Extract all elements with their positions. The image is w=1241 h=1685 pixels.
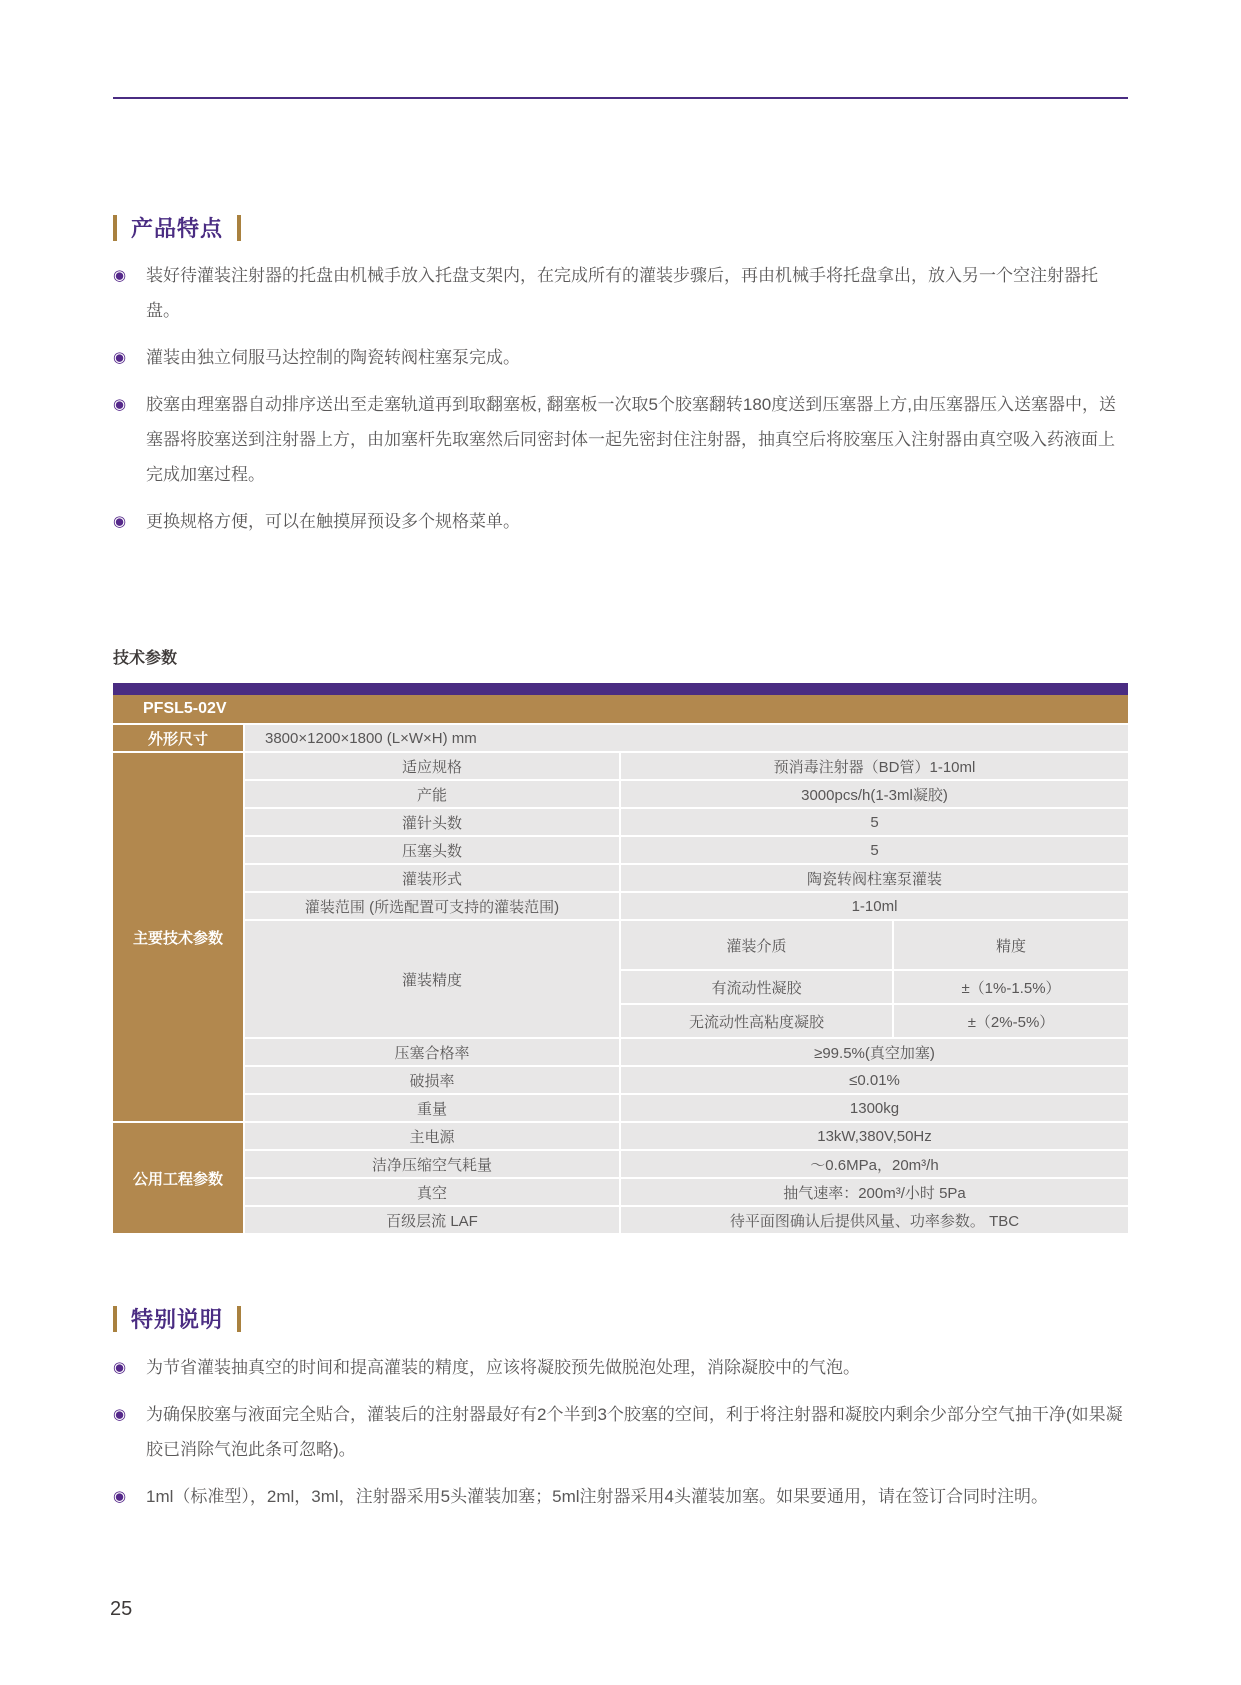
param-label-cell: 洁净压缩空气耗量 <box>245 1151 619 1177</box>
param-value-cell: 待平面图确认后提供风量、功率参数。 TBC <box>621 1207 1128 1233</box>
dimension-label-cell: 外形尺寸 <box>113 725 243 751</box>
list-item <box>113 258 1131 328</box>
tech-params-heading: 技术参数 <box>113 650 178 667</box>
features-bullet-list <box>113 258 1131 551</box>
param-label-cell: 灌装范围 (所选配置可支持的灌装范围) <box>245 893 619 919</box>
precision-accuracy-cell: ±（1%-1.5%） <box>894 971 1128 1003</box>
precision-accuracy-header-cell: 精度 <box>894 921 1128 969</box>
param-label-cell: 破损率 <box>245 1067 619 1093</box>
param-label-cell: 灌装形式 <box>245 865 619 891</box>
model-name-cell: PFSL5-02V <box>113 695 1128 723</box>
param-label-cell: 重量 <box>245 1095 619 1121</box>
param-value-cell: 预消毒注射器（BD管）1-10ml <box>621 753 1128 779</box>
dimension-value-cell: 3800×1200×1800 (L×W×H) mm <box>245 725 1128 751</box>
utility-params-group-cell: 公用工程参数 <box>113 1123 243 1233</box>
param-value-cell: ～0.6MPa，20m³/h <box>621 1151 1128 1177</box>
features-section-title <box>113 212 241 243</box>
precision-label-cell: 灌装精度 <box>245 921 619 1037</box>
features-title-text: 产品特点 <box>131 216 224 241</box>
param-label-cell: 灌针头数 <box>245 809 619 835</box>
note-bullet-text: 1ml（标准型），2ml，3ml，注射器采用5头灌装加塞；5ml注射器采用4头灌装加塞。如果要通用，请在签订合同时注明。 <box>146 1487 1048 1506</box>
param-value-cell: 5 <box>621 809 1128 835</box>
list-item <box>113 340 1131 375</box>
notes-bullet-list <box>113 1350 1131 1526</box>
list-item <box>113 387 1131 492</box>
bullet-icon: ◉ <box>113 1488 127 1505</box>
precision-medium-cell: 无流动性高粘度凝胶 <box>621 1005 892 1037</box>
feature-bullet-text: 装好待灌装注射器的托盘由机械手放入托盘支架内，在完成所有的灌装步骤后，再由机械手将托盘拿出，放入另一个空注射器托盘。 <box>146 266 1098 320</box>
spec-table <box>113 683 1128 1233</box>
bullet-icon: ◉ <box>113 1359 127 1376</box>
title-bar-left <box>113 215 117 241</box>
param-value-cell: 5 <box>621 837 1128 863</box>
title-bar-right <box>237 1306 241 1332</box>
param-label-cell: 真空 <box>245 1179 619 1205</box>
precision-media-header-cell: 灌装介质 <box>621 921 892 969</box>
page-number: 25 <box>110 1598 133 1620</box>
note-bullet-text: 为节省灌装抽真空的时间和提高灌装的精度，应该将凝胶预先做脱泡处理，消除凝胶中的气泡。 <box>146 1358 860 1377</box>
feature-bullet-text: 更换规格方便，可以在触摸屏预设多个规格菜单。 <box>146 512 520 531</box>
param-value-cell: 13kW,380V,50Hz <box>621 1123 1128 1149</box>
param-value-cell: 1-10ml <box>621 893 1128 919</box>
precision-medium-cell: 有流动性凝胶 <box>621 971 892 1003</box>
param-value-cell: ≤0.01% <box>621 1067 1128 1093</box>
param-label-cell: 主电源 <box>245 1123 619 1149</box>
spec-grid <box>113 695 1128 1233</box>
param-value-cell: 1300kg <box>621 1095 1128 1121</box>
bullet-icon: ◉ <box>113 349 127 366</box>
notes-title-text: 特别说明 <box>131 1307 224 1332</box>
notes-section-title <box>113 1303 241 1334</box>
param-value-cell: 陶瓷转阀柱塞泵灌装 <box>621 865 1128 891</box>
list-item <box>113 1479 1131 1514</box>
bullet-icon: ◉ <box>113 396 127 413</box>
bullet-icon: ◉ <box>113 267 127 284</box>
param-label-cell: 产能 <box>245 781 619 807</box>
precision-accuracy-cell: ±（2%-5%） <box>894 1005 1128 1037</box>
param-label-cell: 百级层流 LAF <box>245 1207 619 1233</box>
param-label-cell: 压塞合格率 <box>245 1039 619 1065</box>
title-bar-left <box>113 1306 117 1332</box>
note-bullet-text: 为确保胶塞与液面完全贴合，灌装后的注射器最好有2个半到3个胶塞的空间，利于将注射器和凝胶内剩余少部分空气抽干净(如果凝胶已消除气泡此条可忽略)。 <box>146 1405 1123 1459</box>
feature-bullet-text: 胶塞由理塞器自动排序送出至走塞轨道再到取翻塞板, 翻塞板一次取5个胶塞翻转180度送到压塞器上方,由压塞器压入送塞器中，送塞器将胶塞送到注射器上方，由加塞杆先取塞然后同密封体一起先密封住注射器，抽真空后将胶塞压入注射器由真空吸入药液面上完成加塞过程。 <box>146 395 1116 484</box>
list-item <box>113 504 1131 539</box>
title-bar-right <box>237 215 241 241</box>
bullet-icon: ◉ <box>113 513 127 530</box>
table-accent-bar <box>113 683 1128 695</box>
list-item <box>113 1397 1131 1467</box>
param-label-cell: 压塞头数 <box>245 837 619 863</box>
bullet-icon: ◉ <box>113 1406 127 1423</box>
main-params-group-cell: 主要技术参数 <box>113 753 243 1121</box>
page-top-divider <box>113 97 1128 99</box>
param-value-cell: 3000pcs/h(1-3ml凝胶) <box>621 781 1128 807</box>
feature-bullet-text: 灌装由独立伺服马达控制的陶瓷转阀柱塞泵完成。 <box>146 348 520 367</box>
param-value-cell: ≥99.5%(真空加塞) <box>621 1039 1128 1065</box>
list-item <box>113 1350 1131 1385</box>
param-label-cell: 适应规格 <box>245 753 619 779</box>
param-value-cell: 抽气速率：200m³/小时 5Pa <box>621 1179 1128 1205</box>
